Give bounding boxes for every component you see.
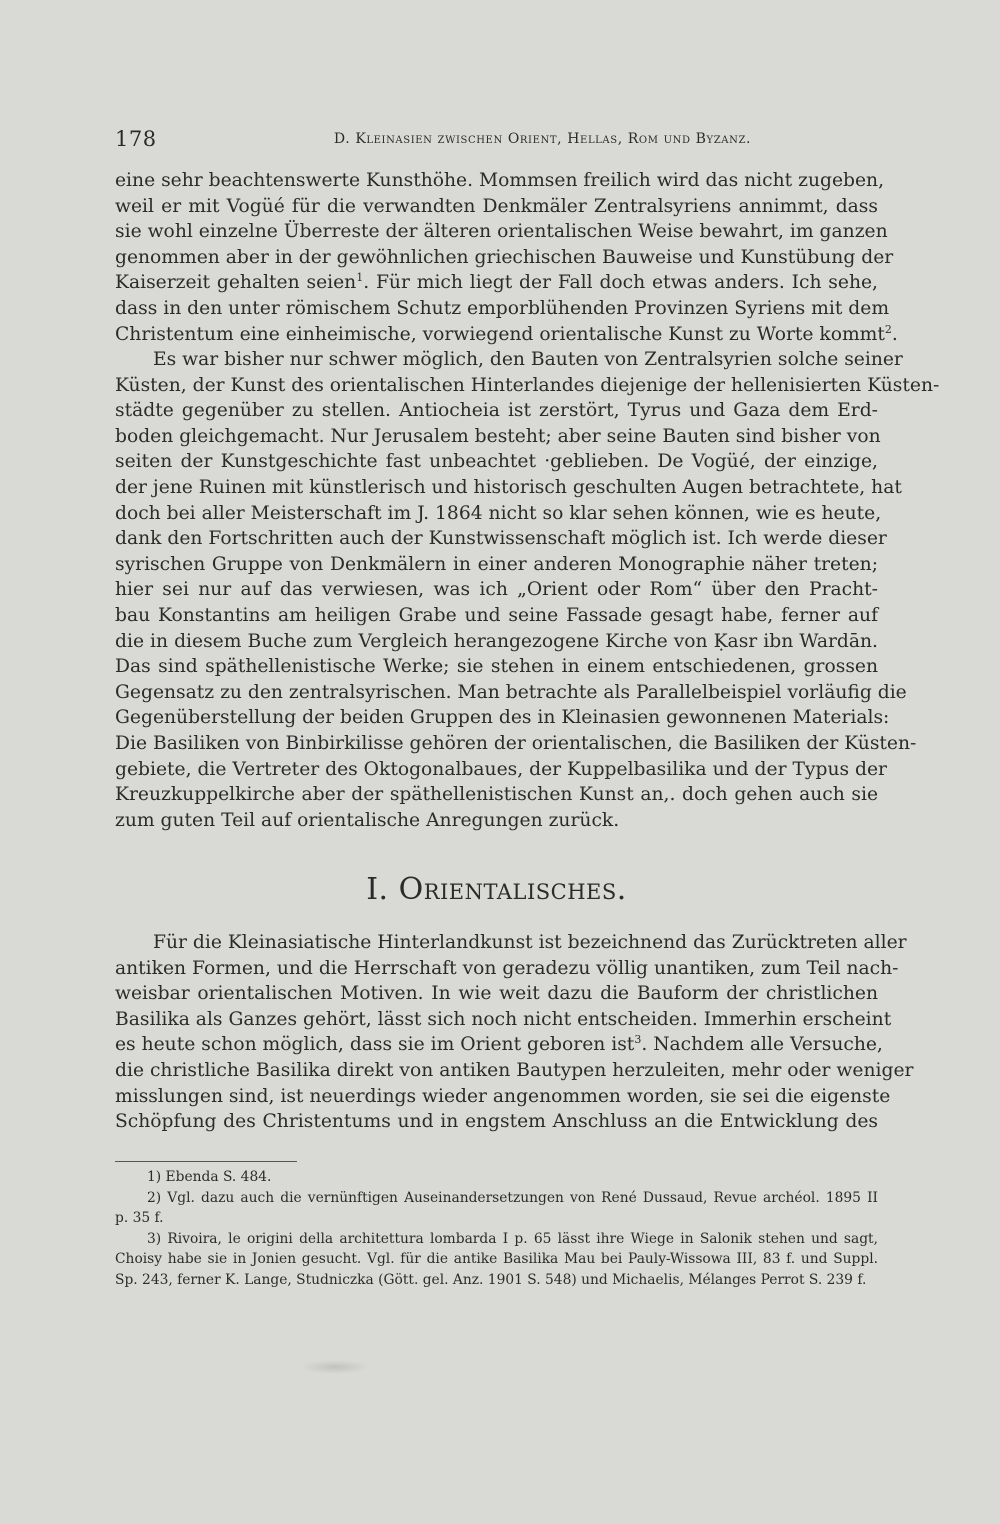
footnote-3-continuation: Choisy habe sie in Jonien gesucht. Vgl. für die antike Basilika Mau bei Pauly-Wissowa III, 83 f. und Suppl. bbox=[115, 1251, 878, 1267]
text-line: eine sehr beachtenswerte Kunsthöhe. Mommsen freilich wird das nicht zugeben, bbox=[115, 170, 885, 191]
footnote-reference-1[interactable]: 1 bbox=[356, 271, 364, 285]
text-line: antiken Formen, und die Herrschaft von geradezu völlig unantiken, zum Teil nach- bbox=[115, 957, 899, 979]
text-line: dass in den unter römischem Schutz emporblühenden Provinzen Syriens mit dem bbox=[115, 297, 890, 319]
footnote-divider bbox=[115, 1161, 297, 1162]
text-line: Es war bisher nur schwer möglich, den Bauten von Zentralsyrien solche seiner bbox=[153, 349, 903, 370]
page-number: 178 bbox=[115, 127, 157, 151]
text-line: Gegensatz zu den zentralsyrischen. Man betrachte als Parallelbeispiel vorläufig die bbox=[115, 681, 907, 703]
footnote-3-continuation: Sp. 243, ferner K. Lange, Studniczka (Gött. gel. Anz. 1901 S. 548) und Michaelis, Mélanges Perrot S. 239 f. bbox=[115, 1271, 867, 1288]
text-line: Gegenüberstellung der beiden Gruppen des in Kleinasien gewonnenen Materials: bbox=[115, 707, 890, 729]
text-line bbox=[115, 322, 898, 348]
text-line: hier sei nur auf das verwiesen, was ich „Orient oder Rom“ über den Pracht- bbox=[115, 579, 878, 601]
text-fragment: Christentum eine einheimische, vorwiegend orientalische Kunst zu Worte kommt bbox=[115, 323, 885, 345]
text-line bbox=[115, 270, 878, 296]
text-line: syrischen Gruppe von Denkmälern in einer anderen Monographie näher treten; bbox=[115, 553, 878, 575]
footnote-2-continuation: p. 35 f. bbox=[115, 1210, 164, 1226]
text-line bbox=[115, 1032, 883, 1058]
text-line: gebiete, die Vertreter des Oktogonalbaues, der Kuppelbasilika und der Typus der bbox=[115, 758, 887, 780]
text-line: Für die Kleinasiatische Hinterlandkunst ist bezeichnend das Zurücktreten aller bbox=[153, 932, 907, 953]
paragraph-3 bbox=[115, 930, 914, 1135]
text-line: doch bei aller Meisterschaft im J. 1864 nicht so klar sehen können, wie es heute, bbox=[115, 502, 882, 524]
text-line: Basilika als Ganzes gehört, lässt sich noch nicht entscheiden. Immerhin erscheint bbox=[115, 1008, 892, 1030]
text-line: Kreuzkuppelkirche aber der späthellenistischen Kunst an,. doch gehen auch sie bbox=[115, 784, 878, 806]
text-line: Schöpfung des Christentums und in engstem Anschluss an die Entwicklung des bbox=[115, 1111, 878, 1133]
footnote-reference-2[interactable]: 2 bbox=[884, 322, 892, 336]
text-line: Das sind späthellenistische Werke; sie stehen in einem entschiedenen, grossen bbox=[115, 656, 878, 678]
text-line: weil er mit Vogüé für die verwandten Denkmäler Zentralsyriens annimmt, dass bbox=[115, 195, 878, 217]
text-line: die christliche Basilika direkt von antiken Bautypen herzuleiten, mehr oder weniger bbox=[115, 1059, 914, 1081]
text-line: bau Konstantins am heiligen Grabe und seine Fassade gesagt habe, ferner auf bbox=[115, 604, 878, 626]
text-line: Die Basiliken von Binbirkilisse gehören der orientalischen, die Basiliken der Küsten- bbox=[115, 732, 917, 754]
paragraph-2 bbox=[115, 347, 940, 833]
text-fragment: . bbox=[891, 323, 898, 345]
text-line: misslungen sind, ist neuerdings wieder angenommen worden, sie sei die eigenste bbox=[115, 1085, 891, 1107]
footnote-1: 1) Ebenda S. 484. bbox=[147, 1169, 272, 1185]
text-line: sie wohl einzelne Überreste der älteren orientalischen Weise bewahrt, im ganzen bbox=[115, 221, 888, 243]
paragraph-1 bbox=[115, 168, 898, 347]
footnote-3: 3) Rivoira, le origini della architettura lombarda I p. 65 lässt ihre Wiege in Salonik stehen und sagt, bbox=[147, 1230, 878, 1247]
text-line: die in diesem Buche zum Vergleich herangezogene Kirche von Ḳasr ibn Wardān. bbox=[115, 630, 878, 652]
footnote-2: 2) Vgl. dazu auch die vernünftigen Auseinandersetzungen von René Dussaud, Revue archéol. 1895 II bbox=[147, 1189, 878, 1206]
footnotes bbox=[115, 1167, 878, 1290]
text-line: städte gegenüber zu stellen. Antiocheia ist zerstört, Tyrus und Gaza dem Erd- bbox=[115, 400, 878, 422]
text-fragment: es heute schon möglich, dass sie im Orient geboren ist bbox=[115, 1034, 635, 1056]
paper-smudge bbox=[300, 1360, 370, 1374]
text-line: weisbar orientalischen Motiven. In wie weit dazu die Bauform der christlichen bbox=[115, 983, 878, 1005]
text-line: genommen aber in der gewöhnlichen griechischen Bauweise und Kunstübung der bbox=[115, 246, 894, 268]
running-head-title: D. Kleinasien zwischen Orient, Hellas, Rom und Byzanz. bbox=[333, 131, 752, 147]
text-line: Küsten, der Kunst des orientalischen Hinterlandes diejenige der hellenisierten Küsten- bbox=[115, 374, 940, 396]
text-fragment: Kaiserzeit gehalten seien bbox=[115, 272, 357, 294]
text-fragment: . Für mich liegt der Fall doch etwas anders. Ich sehe, bbox=[363, 272, 878, 294]
text-line: dank den Fortschritten auch der Kunstwissenschaft möglich ist. Ich werde dieser bbox=[115, 528, 887, 550]
text-line: der jene Ruinen mit künstlerisch und historisch geschulten Augen betrachtete, hat bbox=[115, 476, 902, 498]
text-line: zum guten Teil auf orientalische Anregungen zurück. bbox=[115, 809, 620, 831]
text-line: seiten der Kunstgeschichte fast unbeachtet ·geblieben. De Vogüé, der einzige, bbox=[115, 451, 878, 473]
section-heading: I. Orientalisches. bbox=[366, 872, 627, 907]
text-line: boden gleichgemacht. Nur Jerusalem besteht; aber seine Bauten sind bisher von bbox=[115, 425, 881, 447]
text-fragment: . Nachdem alle Versuche, bbox=[641, 1034, 883, 1056]
running-head bbox=[115, 124, 880, 154]
footnote-reference-3[interactable]: 3 bbox=[634, 1033, 642, 1047]
